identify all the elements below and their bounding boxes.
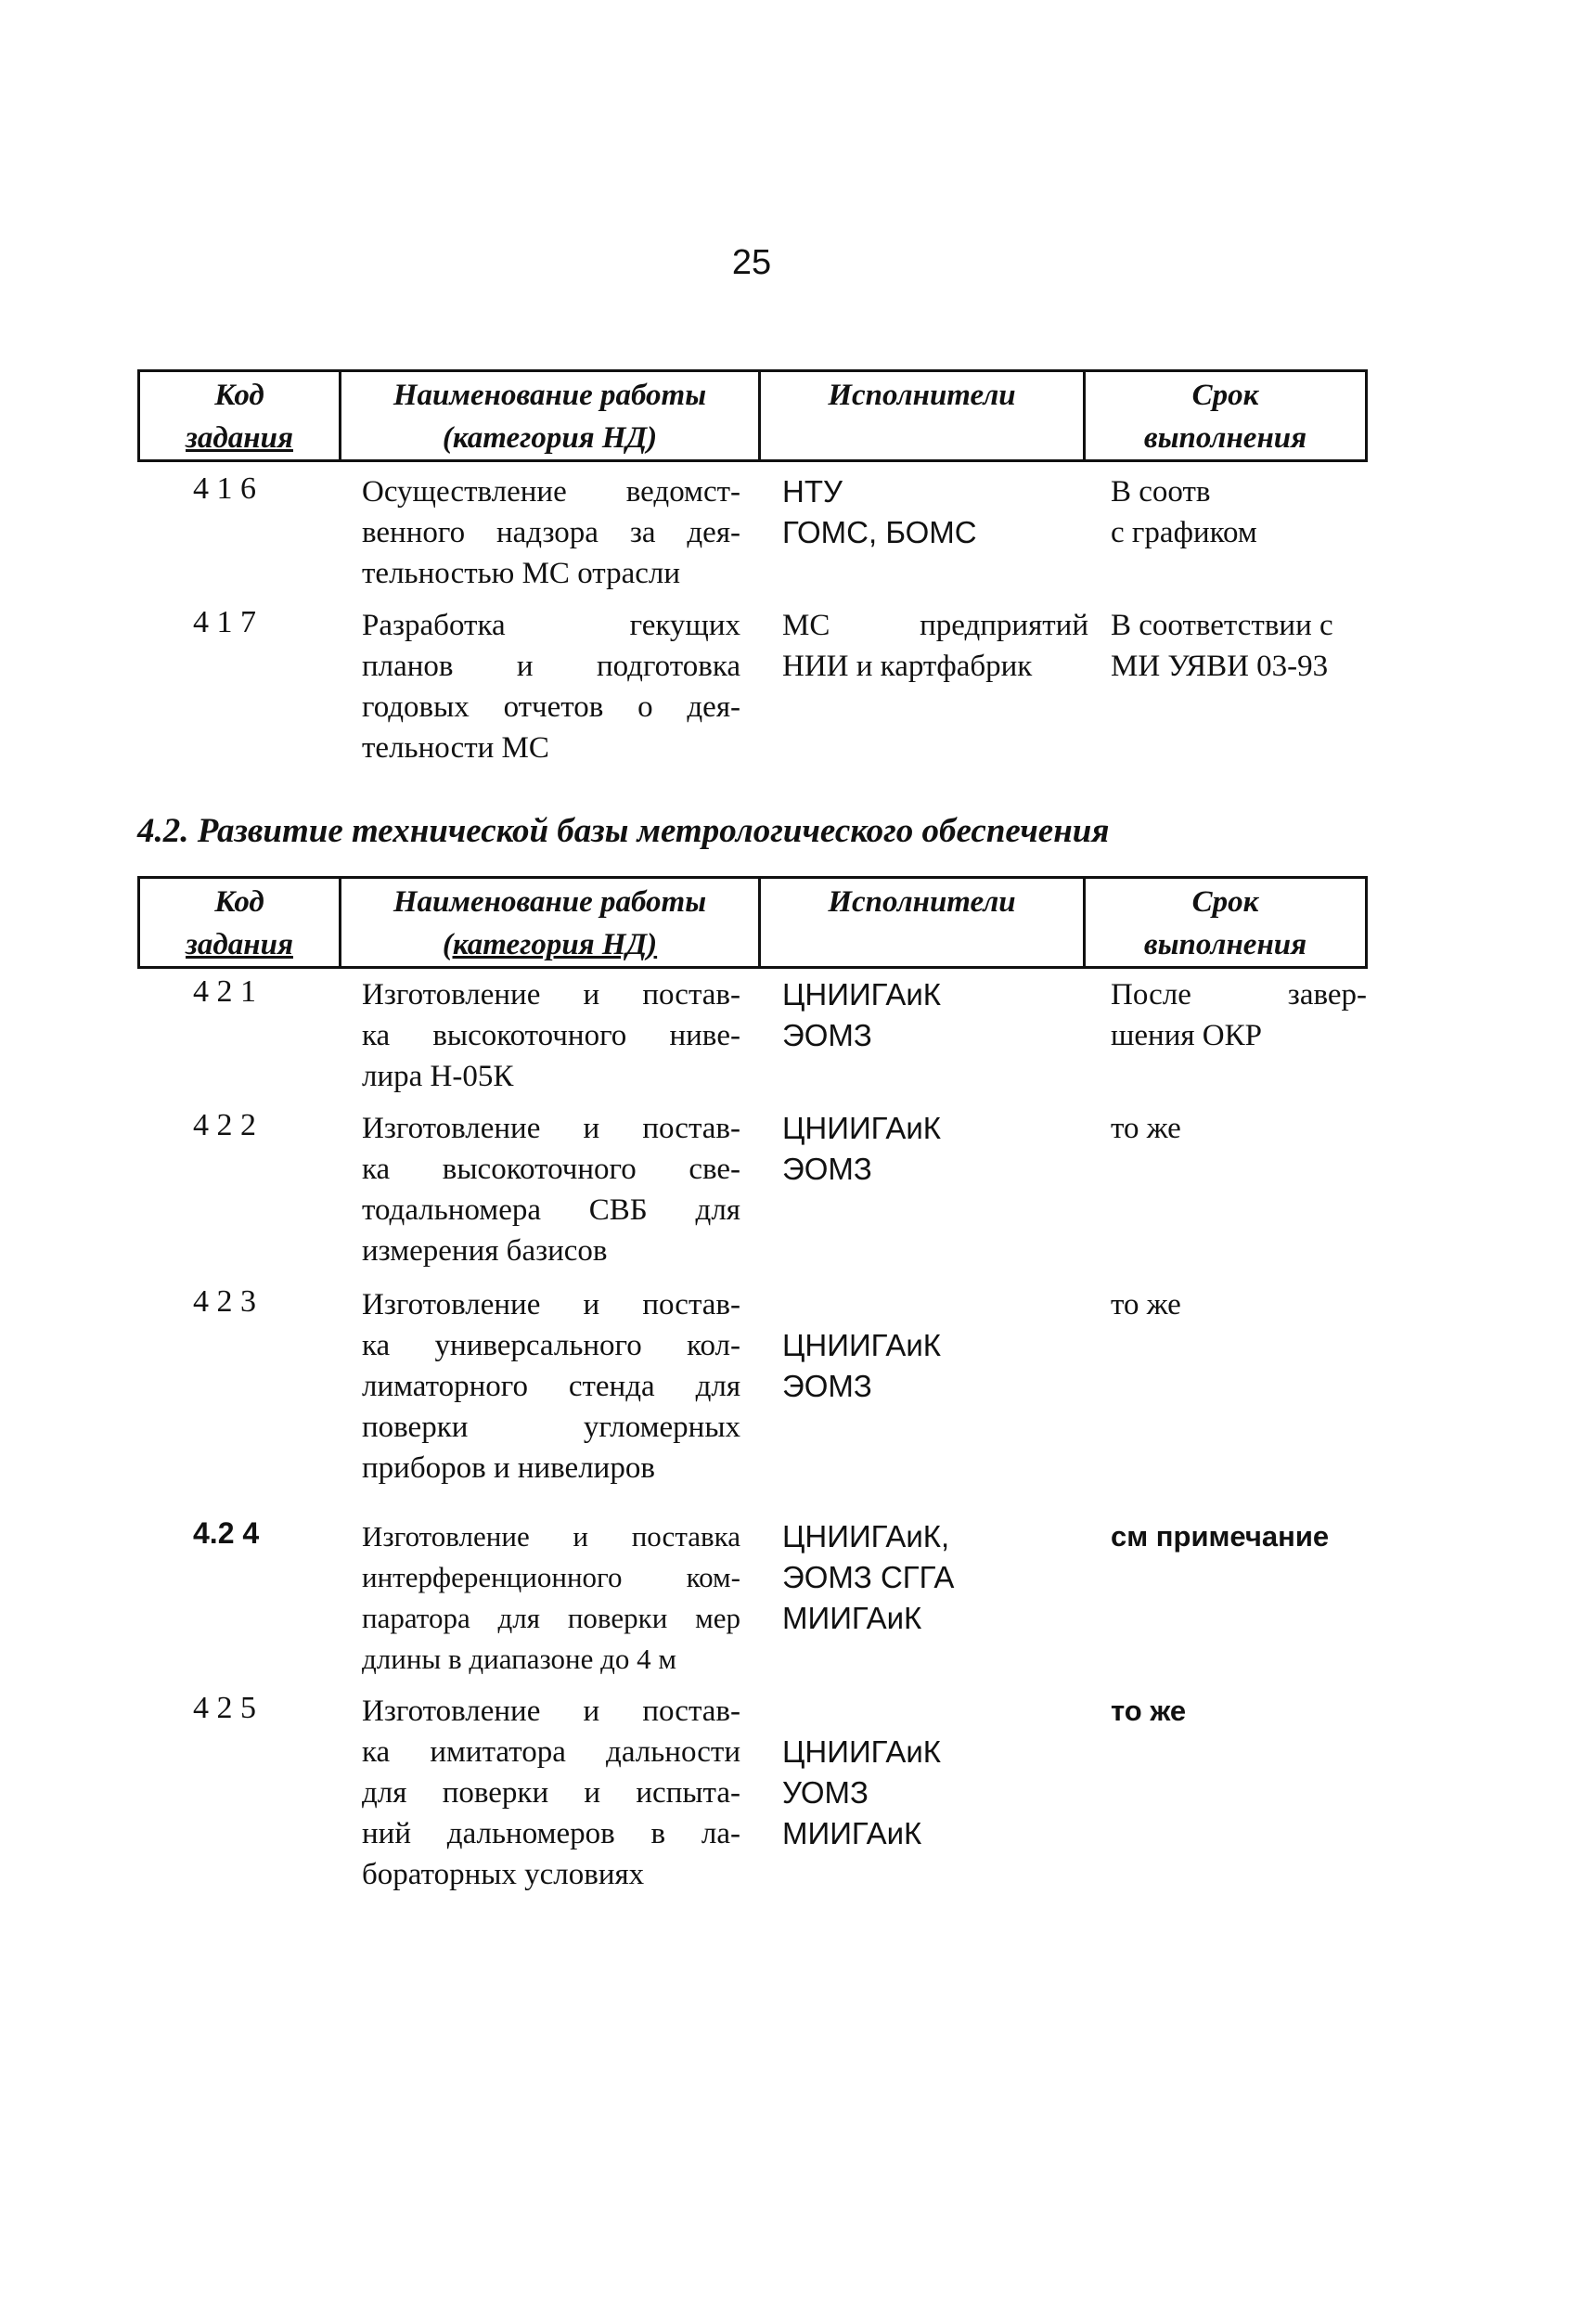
task-code: 4 1 7: [193, 605, 256, 639]
table-header-1: [137, 369, 1368, 462]
task-executors: НТУ ГОМС, БОМС: [782, 474, 977, 549]
task-deadline: то же: [1111, 1695, 1187, 1727]
task-code: 4 2 3: [193, 1284, 256, 1319]
task-executors: ЦНИИГАиК ЭОМЗ: [782, 977, 942, 1052]
header-executors: Исполнители: [760, 371, 1085, 461]
task-code: 4 2 5: [193, 1691, 256, 1725]
task-name: Изготовление и поставка интерференционного ком- паратора для поверки мер длины в диапазоне до 4 м: [362, 1520, 740, 1675]
task-deadline: то же: [1111, 1112, 1181, 1145]
task-name: Изготовление и постав- ка имитатора дальности для поверки и испыта- ний дальномеров в ла- бораторных условиях: [362, 1695, 740, 1891]
task-name: Разработка гекущих планов и подготовка годовых отчетов о дея- тельности МС: [362, 609, 740, 765]
header-executors: Исполнители: [760, 878, 1085, 968]
section-title: 4.2. Развитие технической базы метрологического обеспечения: [137, 812, 1110, 850]
task-deadline: В соответствии с МИ УЯВИ 03-93: [1111, 609, 1333, 683]
task-deadline: см примечание: [1111, 1520, 1330, 1553]
page-number: 25: [731, 243, 772, 282]
task-name: Осуществление ведомст- венного надзора за дея- тельностью МС отрасли: [362, 475, 740, 590]
task-executors: ЦНИИГАиК УОМЗ МИИГАиК: [782, 1734, 942, 1850]
header-code: Код задания: [139, 371, 341, 461]
task-executors: ЦНИИГАиК, ЭОМЗ СГГА МИИГАиК: [782, 1519, 955, 1635]
task-name: Изготовление и постав- ка универсального кол- лиматорного стенда для поверки угломерных приборов и нивелиров: [362, 1288, 740, 1485]
task-code: 4.2 4: [193, 1516, 260, 1550]
header-deadline: Срок выполнения: [1085, 878, 1367, 968]
task-deadline: После завер- шения ОКР: [1111, 978, 1367, 1052]
task-name: Изготовление и постав- ка высокоточного нивe- лира Н-05К: [362, 978, 740, 1093]
task-code: 4 2 1: [193, 974, 256, 1009]
task-code: 4 2 2: [193, 1108, 256, 1142]
header-name: Наименование работы (категория НД): [341, 371, 760, 461]
task-name: Изготовление и постав- ка высокоточного све- тодальномера СВБ для измерения базисов: [362, 1112, 740, 1268]
header-deadline: Срок выполнения: [1085, 371, 1367, 461]
table-header-2: [137, 876, 1368, 969]
task-executors: ЦНИИГАиК ЭОМЗ: [782, 1328, 942, 1403]
task-executors: ЦНИИГАиК ЭОМЗ: [782, 1111, 942, 1186]
header-code: Код задания: [139, 878, 341, 968]
task-code: 4 1 6: [193, 471, 256, 506]
task-executors: МС предприятий НИИ и картфабрик: [782, 609, 1088, 683]
task-deadline: то же: [1111, 1288, 1181, 1321]
header-name: Наименование работы (категория НД): [341, 878, 760, 968]
task-deadline: В соотв с графиком: [1111, 475, 1257, 549]
